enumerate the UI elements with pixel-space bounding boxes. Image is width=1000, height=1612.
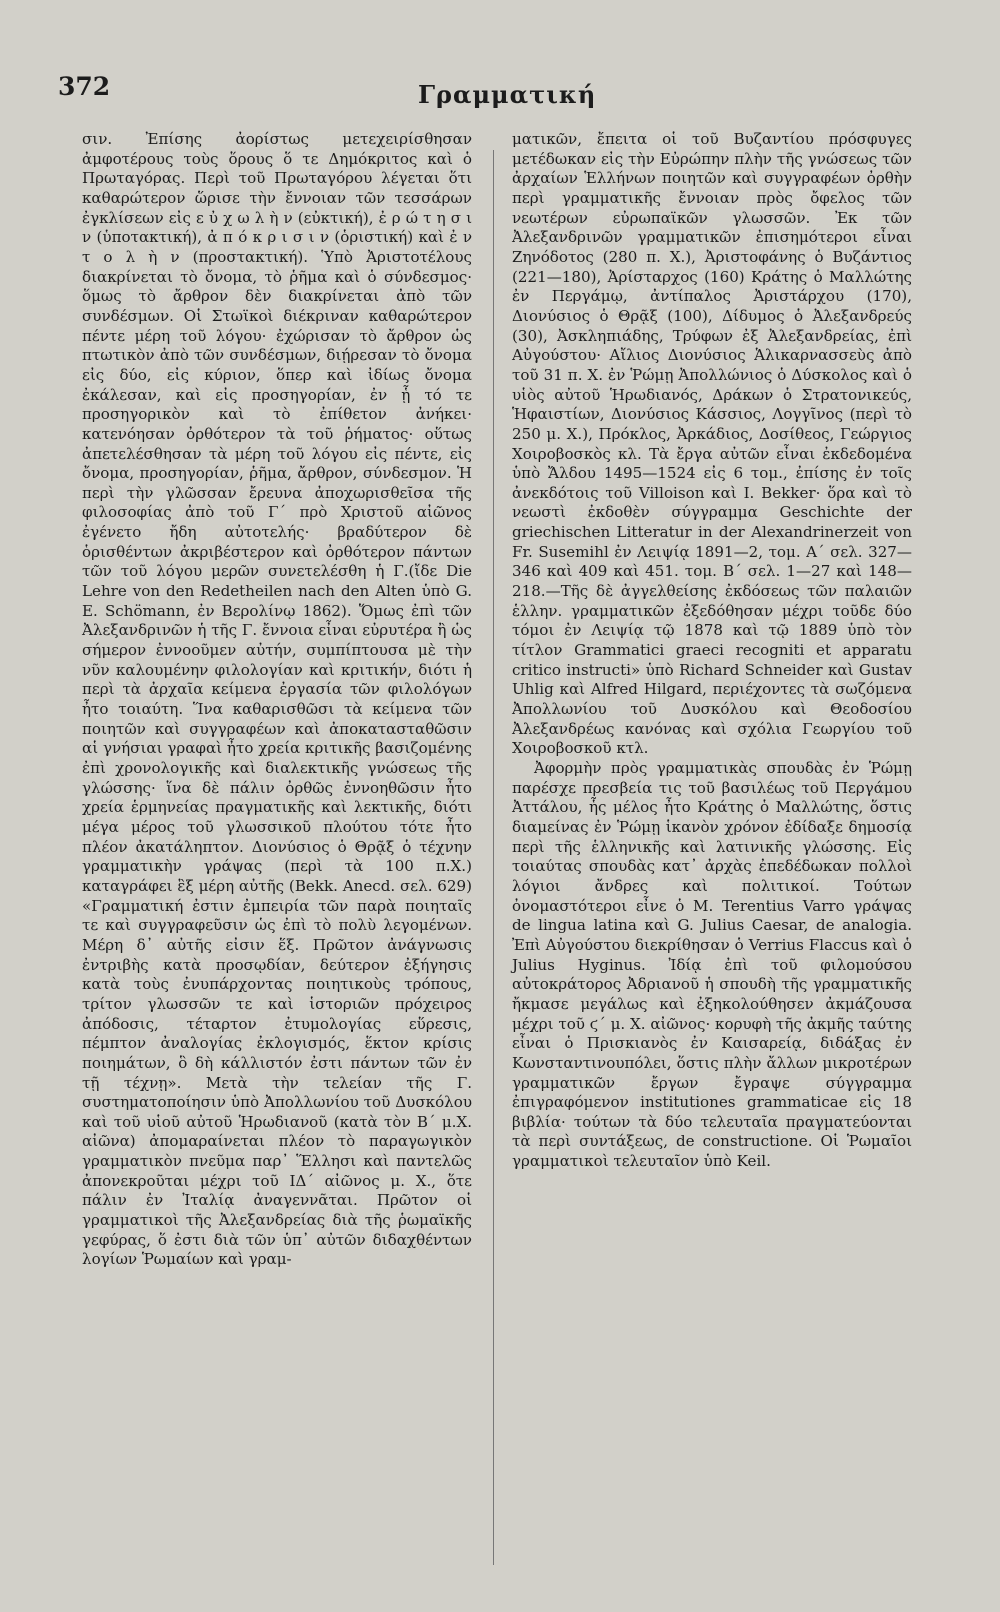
- right-paragraph: Ἀφορμὴν πρὸς γραμματικὰς σπουδὰς ἐν Ῥώμῃ παρέσχε πρεσβεία τις τοῦ βασιλέως τοῦ Περγάμου Ἀττάλου, ἧς μέλος ἦτο Κράτης ὁ Μαλλώτης, ὅστις διαμείνας ἐν Ῥώμῃ ἱκανὸν χρόνον ἐδίδαξε δημοσίᾳ περὶ τῆς ἑλληνικῆς καὶ λατινικῆς γλώσσης. Εἰς τοιαύτας σπουδὰς κατ᾿ ἀρχὰς ἐπεδέδωκαν πολλοὶ λόγιοι ἄνδρες καὶ πολιτικοί. Τούτων ὀνομαστότεροι εἶνε ὁ M. Terentius Varro γράψας de lingua latina καὶ G. Julius Caesar, de analogia. Ἐπὶ Αὐγούστου διεκρίθησαν ὁ Verrius Flaccus καὶ ὁ Julius Hyginus. Ἰδίᾳ ἐπὶ τοῦ φιλομούσου αὐτοκράτορος Ἀδριανοῦ ἡ σπουδὴ τῆς γραμματικῆς ἤκμασε μεγάλως καὶ ἐξηκολούθησεν ἀκμάζουσα μέχρι τοῦ ϛ΄ μ. Χ. αἰῶνος· κορυφὴ τῆς ἀκμῆς ταύτης εἶναι ὁ Πρισκιανὸς ἐν Καισαρείᾳ, διδάξας ἐν Κωνσταντινουπόλει, ὅστις πλὴν ἄλλων μικροτέρων γραμματικῶν ἔργων ἔγραψε σύγγραμμα ἐπιγραφόμενον institutiones grammaticae εἰς 18 βιβλία· τούτων τὰ δύο τελευταῖα πραγματεύονται τὰ περὶ συντάξεως, de constructione. Οἱ Ῥωμαῖοι γραμματικοὶ τελευταῖον ὑπὸ Keil.: [512, 759, 912, 1171]
- running-title: Γραμματική: [418, 80, 597, 109]
- column-divider: [493, 150, 494, 1565]
- left-column: [82, 130, 472, 1270]
- right-paragraph: ματικῶν, ἔπειτα οἱ τοῦ Βυζαντίου πρόσφυγες μετέδωκαν εἰς τὴν Εὐρώπην πλὴν τῆς γνώσεως τῶν ἀρχαίων Ἑλλήνων ποιητῶν καὶ συγγραφέων ὀρθὴν περὶ γραμματικῆς ἔννοιαν πρὸς ὄφελος τῶν νεωτέρων εὐρωπαϊκῶν γλωσσῶν. Ἐκ τῶν Ἀλεξανδρινῶν γραμματικῶν ἐπισημότεροι εἶναι Ζηνόδοτος (280 π. Χ.), Ἀριστοφάνης ὁ Βυζάντιος (221—180), Ἀρίσταρχος (160) Κράτης ὁ Μαλλώτης ἐν Περγάμῳ, ἀντίπαλος Ἀριστάρχου (170), Διονύσιος ὁ Θρᾷξ (100), Δίδυμος ὁ Ἀλεξανδρεύς (30), Ἀσκληπιάδης, Τρύφων ἐξ Ἀλεξανδρείας, ἐπὶ Αὐγούστου· Αἴλιος Διονύσιος Ἁλικαρνασσεὺς ἀπὸ τοῦ 31 π. Χ. ἐν Ῥώμῃ Ἀπολλώνιος ὁ Δύσκολος καὶ ὁ υἱὸς αὐτοῦ Ἡρωδιανός, Δράκων ὁ Στρατονικεύς, Ἡφαιστίων, Διονύσιος Κάσσιος, Λογγῖνος (περὶ τὸ 250 μ. Χ.), Πρόκλος, Ἀρκάδιος, Δοσίθεος, Γεώργιος Χοιροβοσκὸς κλ. Τὰ ἔργα αὐτῶν εἶναι ἐκδεδομένα ὑπὸ Ἄλδου 1495—1524 εἰς 6 τομ., ἐπίσης ἐν τοῖς ἀνεκδότοις τοῦ Villoison καὶ I. Bekker· ὅρα καὶ τὸ νεωστὶ ἐκδοθὲν σύγγραμμα Geschichte der griechischen Litteratur in der Alexandrinerzeit von Fr. Susemihl ἐν Λειψίᾳ 1891—2, τομ. Α΄ σελ. 327—346 καὶ 409 καὶ 451. τομ. Β΄ σελ. 1—27 καὶ 148—218.—Τῆς δὲ ἀγγελθείσης ἐκδόσεως τῶν παλαιῶν ἑλλην. γραμματικῶν ἐξεδόθησαν μέχρι τοῦδε δύο τόμοι ἐν Λειψίᾳ τῷ 1878 καὶ τῷ 1889 ὑπὸ τὸν τίτλον Grammatici graeci recogniti et apparatu critico instructi» ὑπὸ Richard Schneider καὶ Gustav Uhlig καὶ Alfred Hilgard, περιέχοντες τὰ σωζόμενα Ἀπολλωνίου τοῦ Δυσκόλου καὶ Θεοδοσίου Ἀλεξανδρέως κανόνας καὶ σχόλια Γεωργίου τοῦ Χοιροβοσκοῦ κτλ.: [512, 130, 912, 758]
- page-number: 372: [58, 72, 111, 101]
- left-paragraph: σιν. Ἐπίσης ἀορίστως μετεχειρίσθησαν ἀμφοτέρους τοὺς ὅρους ὅ τε Δημόκριτος καὶ ὁ Πρωταγόρας. Περὶ τοῦ Πρωταγόρου λέγεται ὅτι καθαρώτερον ὥρισε τὴν ἔννοιαν τῶν τεσσάρων ἐγκλίσεων εἰς ε ὐ χ ω λ ὴ ν (εὐκτική), ἐ ρ ώ τ η σ ι ν (ὑποτακτική), ἀ π ό κ ρ ι σ ι ν (ὁριστική) καὶ ἐ ν τ ο λ ὴ ν (προστακτική). Ὑπὸ Ἀριστοτέλους διακρίνεται τὸ ὄνομα, τὸ ῥῆμα καὶ ὁ σύνδεσμος· ὅμως τὸ ἄρθρον δὲν διακρίνεται ἀπὸ τῶν συνδέσμων. Οἱ Στωϊκοὶ διέκριναν καθαρώτερον πέντε μέρη τοῦ λόγου· ἐχώρισαν τὸ ἄρθρον ὡς πτωτικὸν ἀπὸ τῶν συνδέσμων, διῄρεσαν τὸ ὄνομα εἰς δύο, εἰς κύριον, ὅπερ καὶ ἰδίως ὄνομα ἐκάλεσαν, καὶ εἰς προσηγορίαν, ἐν ᾗ τό τε προσηγορικὸν καὶ τὸ ἐπίθετον ἀνήκει· κατενόησαν ὀρθότερον τὰ τοῦ ῥήματος· οὕτως ἀπετελέσθησαν τὰ μέρη τοῦ λόγου εἰς πέντε, εἰς ὄνομα, προσηγορίαν, ῥῆμα, ἄρθρον, σύνδεσμον. Ἡ περὶ τὴν γλῶσσαν ἔρευνα ἀποχωρισθεῖσα τῆς φιλοσοφίας ἀπὸ τοῦ Γ΄ πρὸ Χριστοῦ αἰῶνος ἐγένετο ἤδη αὐτοτελής· βραδύτερον δὲ ὁρισθέντων ἀκριβέστερον καὶ ὀρθότερον πάντων τῶν τοῦ λόγου μερῶν συνετελέσθη ἡ Γ.(ἴδε Die Lehre von den Redetheilen nach den Alten ὑπὸ G. E. Schömann, ἐν Βερολίνῳ 1862). Ὅμως ἐπὶ τῶν Ἀλεξανδρινῶν ἡ τῆς Γ. ἔννοια εἶναι εὐρυτέρα ἢ ὡς σήμερον ἐννοοῦμεν αὐτήν, συμπίπτουσα μὲ τὴν νῦν καλουμένην φιλολογίαν καὶ κριτικήν, διότι ἡ περὶ τὰ ἀρχαῖα κείμενα ἐργασία τῶν φιλολόγων ἦτο τοιαύτη. Ἵνα καθαρισθῶσι τὰ κείμενα τῶν ποιητῶν καὶ συγγραφέων καὶ ἀποκατασταθῶσιν αἱ γνήσιαι γραφαὶ ἦτο χρεία κριτικῆς βασιζομένης ἐπὶ χρονολογικῆς καὶ διαλεκτικῆς γνώσεως τῆς γλώσσης· ἵνα δὲ πάλιν ὀρθῶς ἐννοηθῶσιν ἦτο χρεία ἑρμηνείας πραγματικῆς καὶ λεκτικῆς, διότι μέγα μέρος τοῦ γλωσσικοῦ πλούτου τότε ἦτο πλέον ἀκατάληπτον. Διονύσιος ὁ Θρᾷξ ὁ τέχνην γραμματικὴν γράψας (περὶ τὰ 100 π.Χ.) καταγράφει ἓξ μέρη αὐτῆς (Bekk. Anecd. σελ. 629) «Γραμματική ἐστιν ἐμπειρία τῶν παρὰ ποιηταῖς τε καὶ συγγραφεῦσιν ὡς ἐπὶ τὸ πολὺ λεγομένων. Μέρη δ᾿ αὐτῆς εἰσιν ἕξ. Πρῶτον ἀνάγνωσις ἐντριβὴς κατὰ προσῳδίαν, δεύτερον ἐξήγησις κατὰ τοὺς ἐνυπάρχοντας ποιητικοὺς τρόπους, τρίτον γλωσσῶν τε καὶ ἱστοριῶν πρόχειρος ἀπόδοσις, τέταρτον ἐτυμολογίας εὕρεσις, πέμπτον ἀναλογίας ἐκλογισμός, ἕκτον κρίσις ποιημάτων, ὃ δὴ κάλλιστόν ἐστι πάντων τῶν ἐν τῇ τέχνῃ». Μετὰ τὴν τελείαν τῆς Γ. συστηματοποίησιν ὑπὸ Ἀπολλωνίου τοῦ Δυσκόλου καὶ τοῦ υἱοῦ αὐτοῦ Ἡρωδιανοῦ (κατὰ τὸν Β΄ μ.Χ. αἰῶνα) ἀπομαραίνεται πλέον τὸ παραγωγικὸν γραμματικὸν πνεῦμα παρ᾿ Ἕλλησι καὶ παντελῶς ἀπονεκροῦται μέχρι τοῦ ΙΔ΄ αἰῶνος μ. Χ., ὅτε πάλιν ἐν Ἰταλίᾳ ἀναγεννᾶται. Πρῶτον οἱ γραμματικοὶ τῆς Ἀλεξανδρείας διὰ τῆς ῥωμαϊκῆς γεφύρας, ὅ ἐστι διὰ τῶν ὑπ᾿ αὐτῶν διδαχθέντων λογίων Ῥωμαίων καὶ γραμ-: [82, 130, 472, 1269]
- right-column: [512, 130, 912, 1172]
